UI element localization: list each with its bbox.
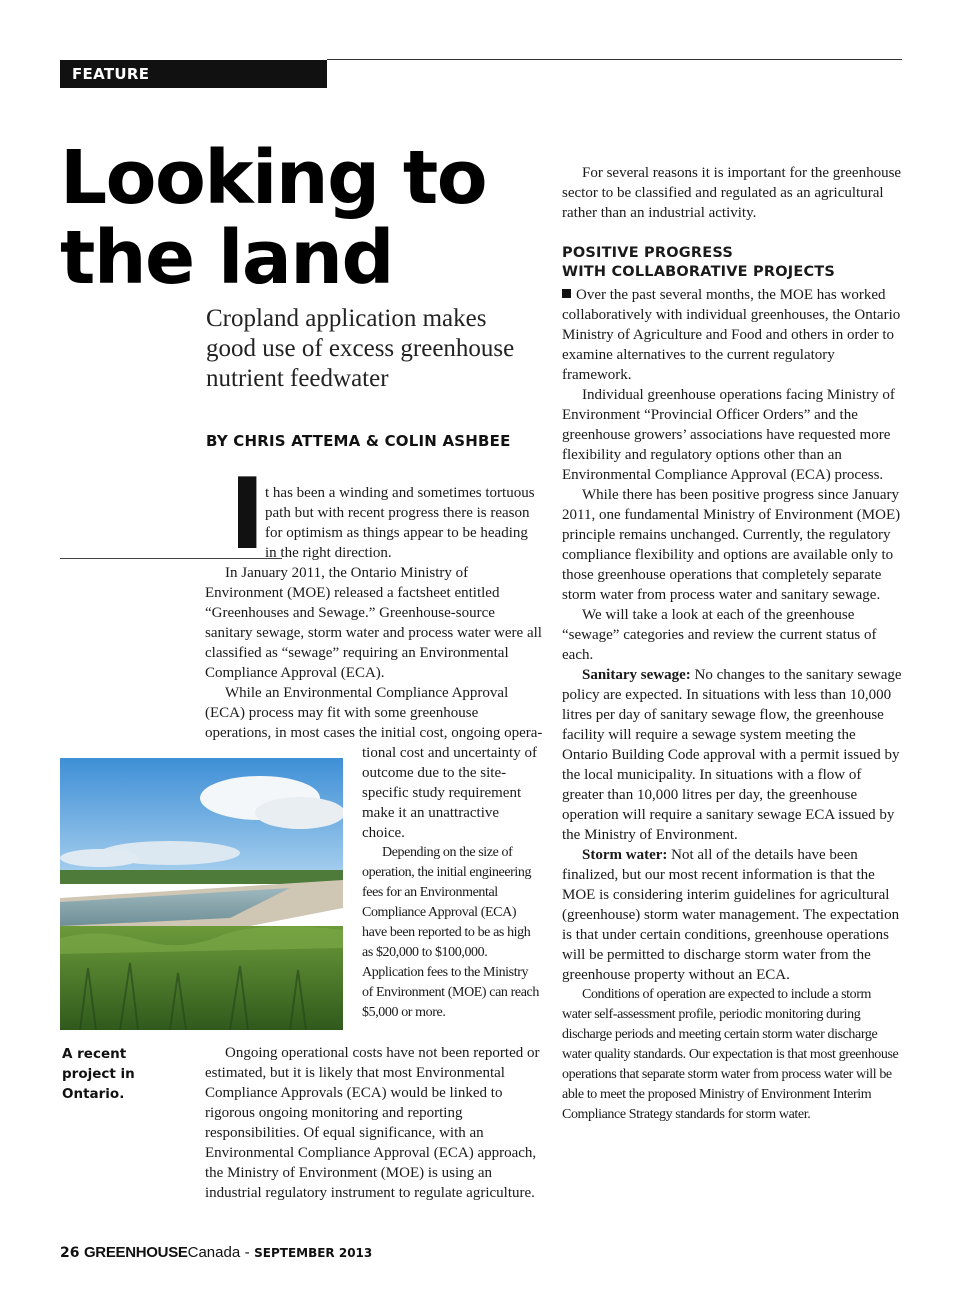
paragraph: tional cost and uncertainty of outcome due to the site-specific study requirement make it an unattractive choice.	[362, 745, 537, 841]
article-intro	[265, 483, 540, 563]
issue-date: SEPTEMBER 2013	[254, 1246, 373, 1260]
run-in-head: Sanitary sewage:	[582, 667, 691, 683]
magazine-name: GREENHOUSE	[83, 1244, 188, 1261]
photo-caption: A recent project in Ontario.	[62, 1046, 135, 1102]
paragraph: While there has been positive progress since January 2011, one fundamental Ministry of Environment (MOE) principle remains unchanged. Currently, the regulatory compliance flexibility and options are available only to those greenhouse operations that completely separate storm water from process water and sanitary sewage.	[562, 487, 901, 603]
paragraph-text: Over the past several months, the MOE has worked collaboratively with individual greenhouses, the Ontario Ministry of Agriculture and Food and others in order to examine alternatives to the current regulatory framework.	[562, 287, 901, 383]
paragraph: Depending on the size of operation, the initial engineering fees for an Environmental Compliance Approval (ECA) have been reported to be as high as $20,000 to $100,000. Application fees to the Ministry of Environment (MOE) can reach $5,000 or more.	[362, 845, 539, 1020]
bullet-square-icon	[562, 289, 571, 298]
section-subhead	[562, 244, 902, 282]
header-rule	[327, 59, 902, 60]
paragraph: For several reasons it is important for the greenhouse sector to be classified and regulated as an agricultural rather than an industrial activity.	[562, 165, 902, 221]
magazine-suffix: Canada	[187, 1244, 241, 1261]
subhead-line: WITH COLLABORATIVE PROJECTS	[562, 264, 836, 280]
page-number: 26	[60, 1245, 80, 1261]
paragraph	[562, 845, 902, 985]
section-banner	[60, 60, 327, 88]
article-deck: Cropland application makes good use of excess greenhouse nutrient feedwater	[206, 305, 515, 392]
article-headline: Looking to the land	[60, 135, 487, 301]
footer-separator: -	[240, 1245, 255, 1261]
paragraph: In January 2011, the Ontario Ministry of Environment (MOE) released a factsheet entitled “Greenhouses and Sewage.” Greenhouse-source sanitary sewage, storm water and process water were all classified as “sewage” requiring an Environmental Compliance Approval (ECA).	[205, 565, 542, 681]
run-in-head: Storm water:	[582, 847, 668, 863]
paragraph: Ongoing operational costs have not been reported or estimated, but it is likely that most Environmental Compliance Approvals (ECA) would be linked to rigorous ongoing monitoring and reporting responsibilities. Of equal significance, with an Environmental Compliance Approval (ECA) approach, the Ministry of Environment (MOE) is using an industrial regulatory instrument to regulate agriculture.	[205, 1045, 540, 1201]
paragraph-text: No changes to the sanitary sewage policy are expected. In situations with less than 10,000 litres per day of sanitary sewage flow, the greenhouse facility will require a sewage system meeting the Ontario Building Code approval with a permit issued by the local municipality. In situations with a flow of greater than 10,000 litres per day, the greenhouse operation will require a sanitary sewage ECA issued by the Ministry of Environment.	[562, 667, 902, 843]
paragraph: t has been a winding and sometimes tortuous path but with recent progress there is reason for optimism as things appear to be heading in the right direction.	[265, 485, 535, 561]
paragraph: Individual greenhouse operations facing Ministry of Environment “Provincial Officer Orders” and the greenhouse growers’ associations have requested more flexibility and regulatory options other than an Environmental Compliance Approval (ECA) process.	[562, 387, 895, 483]
drop-cap: I	[229, 458, 266, 572]
paragraph-text: Not all of the details have been finalized, but our most recent information is that the MOE is considering interim guidelines for agricultural (greenhouse) storm water management. The expectation is that under certain conditions, greenhouse operations will be permitted to discharge storm water from the greenhouse property without an ECA.	[562, 847, 900, 983]
page-footer	[60, 1244, 372, 1261]
paragraph	[562, 665, 902, 845]
article-byline: BY CHRIS ATTEMA & COLIN ASHBEE	[206, 432, 511, 450]
section-label: FEATURE	[72, 65, 150, 83]
column-2	[562, 163, 902, 1125]
paragraph: We will take a look at each of the greenhouse “sewage” categories and review the current status of each.	[562, 607, 877, 663]
column-1-wrap	[362, 743, 542, 1023]
subhead-line: POSITIVE PROGRESS	[562, 245, 733, 261]
paragraph: While an Environmental Compliance Approval (ECA) process may fit with some greenhouse operations, in most cases the initial cost, ongoing opera-	[205, 685, 543, 741]
column-1-bottom	[205, 1043, 545, 1203]
paragraph	[562, 285, 902, 385]
pond-photo	[60, 758, 343, 1030]
paragraph: Conditions of operation are expected to include a storm water self-assessment profile, periodic monitoring during discharge periods and meeting certain storm water discharge water quality standards. Our expectation is that most greenhouse operations that separate storm water from process water will be able to meet the proposed Ministry of Environment Interim Compliance Strategy standards for storm water.	[562, 987, 899, 1122]
column-1-top	[205, 563, 545, 743]
